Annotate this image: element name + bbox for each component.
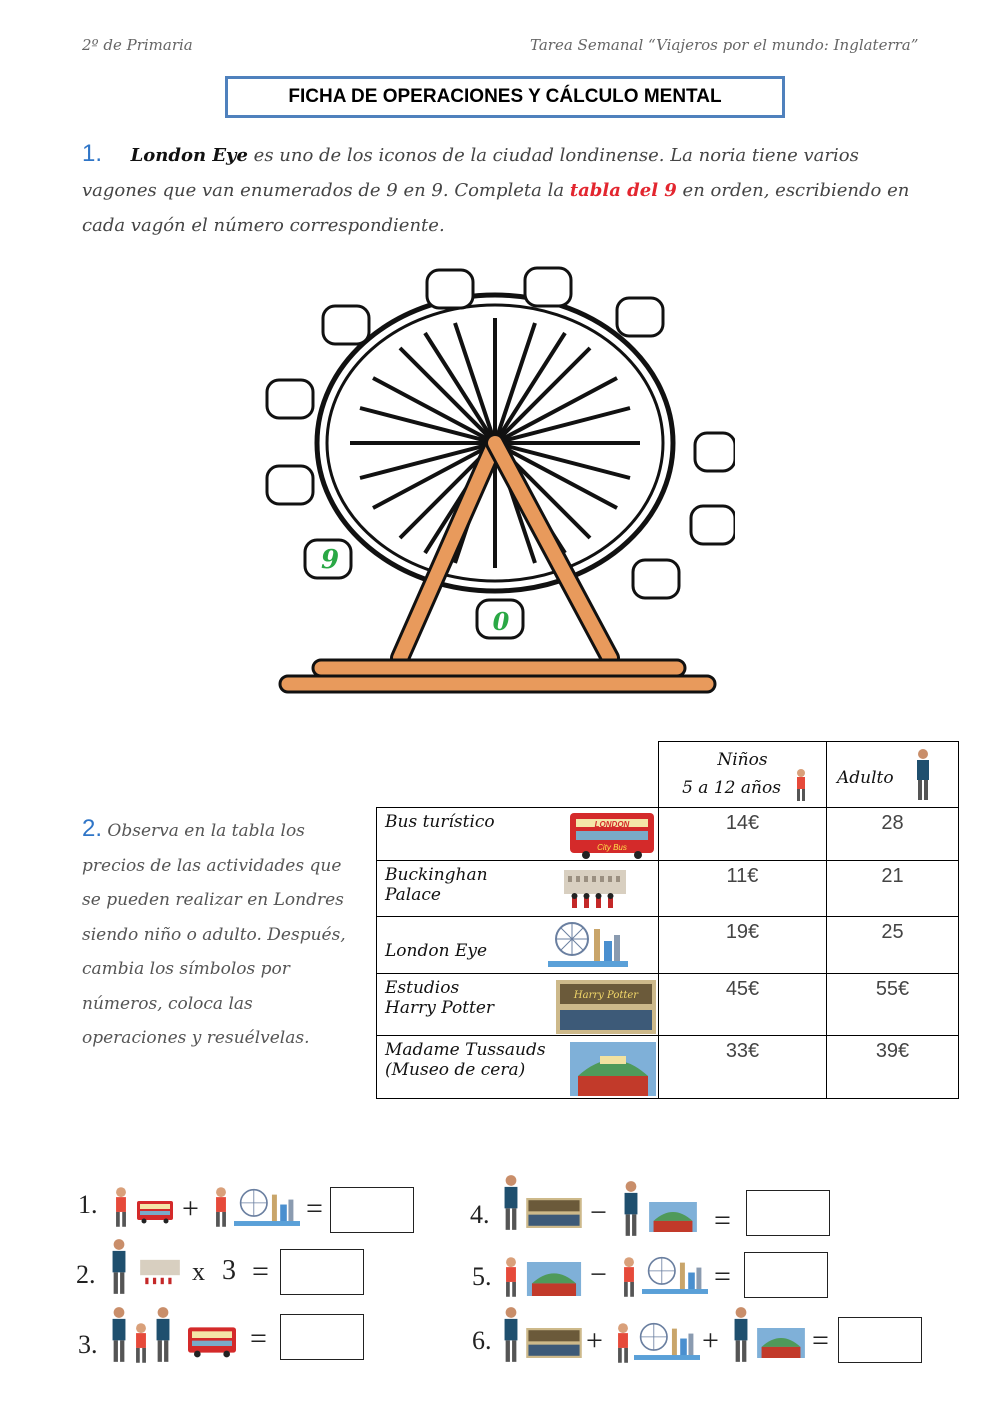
adult-figure-icon [108,1306,130,1364]
activity-line2: (Museo de cera) [385,1060,526,1080]
bus-image-sublabel: City Bus [597,843,627,852]
equals-sign: = [714,1204,731,1237]
hp-image-label: Harry Potter [573,990,639,1001]
child-figure-icon [212,1186,230,1228]
page-title: FICHA DE OPERACIONES Y CÁLCULO MENTAL [288,86,722,107]
plus-sign: + [586,1324,603,1357]
answer-box-2[interactable] [280,1249,364,1295]
madame-tussauds-icon [756,1328,806,1358]
cabin-number-9: 9 [320,545,340,575]
activity-line2: Harry Potter [385,998,495,1018]
activity-cell [377,974,659,1036]
answer-box-5[interactable] [744,1252,828,1298]
adult-figure-icon [730,1306,752,1364]
exercise-1-name: London Eye [130,145,248,166]
london-eye-icon [234,1186,300,1228]
op-5-number: 5. [472,1262,492,1291]
exercise-1-number: 1. [82,140,103,167]
child-figure-icon [112,1186,130,1228]
equals-sign: = [252,1255,269,1288]
adult-figure-icon [500,1174,522,1232]
activity-cell [377,917,659,974]
harry-potter-icon [526,1198,582,1228]
exercise-1-text [82,136,932,243]
madame-tussauds-icon [648,1202,698,1232]
table-row [377,861,959,917]
adult-price: 25 [827,917,959,974]
exercise-1-highlight: tabla del 9 [569,180,677,201]
table-row [377,1036,959,1099]
header-children-line2: 5 a 12 años [682,778,781,798]
plus-sign: + [182,1192,199,1225]
cabin-number-0: 0 [492,607,510,636]
bus-image [568,811,656,859]
answer-box-6[interactable] [838,1317,922,1363]
adult-price: 28 [827,808,959,861]
equals-sign: = [812,1324,829,1357]
child-figure-icon [614,1322,632,1364]
adult-figure-icon [914,748,932,802]
child-figure-icon [794,768,808,802]
madame-tussauds-icon [526,1262,582,1296]
exercise-2-text [82,812,362,1056]
activity-line2: London Eye [385,941,488,961]
child-price: 33€ [659,1036,827,1099]
london-eye-wheel-illustration [255,258,735,698]
answer-box-3[interactable] [280,1314,364,1360]
activity-line2: Palace [385,885,441,905]
adult-figure-icon [620,1180,642,1238]
palace-image [560,864,630,914]
table-row [377,917,959,974]
london-eye-image [548,919,628,969]
child-price: 11€ [659,861,827,917]
equals-sign: = [250,1322,267,1355]
equals-sign: = [306,1192,323,1225]
activity-line1: Estudios [385,978,460,998]
header-left: 2º de Primaria [82,36,193,54]
minus-sign: − [590,1196,607,1229]
child-figure-icon [620,1256,638,1298]
adult-figure-icon [108,1238,130,1296]
header-right: Tarea Semanal “Viajeros por el mundo: Inglaterra” [530,36,919,54]
palace-icon [136,1256,184,1288]
title-box [225,76,785,118]
child-price: 19€ [659,917,827,974]
harry-potter-icon [526,1328,582,1358]
adult-figure-icon [152,1306,174,1364]
exercise-2-number: 2. [82,815,103,842]
header-adult-label: Adulto [837,768,894,788]
child-figure-icon [502,1256,520,1298]
child-price: 14€ [659,808,827,861]
multiplier: 3 [222,1255,236,1286]
activity-line1: Bus turístico [385,812,495,832]
activity-cell [377,808,659,861]
times-sign: x [192,1257,205,1286]
op-4-number: 4. [470,1200,490,1229]
adult-price: 21 [827,861,959,917]
adult-figure-icon [500,1306,522,1364]
exercise-1-text-b: en orden, escribiendo en cada vagón el número correspondiente. [82,180,910,236]
op-3-number: 3. [78,1330,98,1359]
table-row [377,808,959,861]
exercise-1-text-a: es uno de los iconos de la ciudad londinense. La noria tiene varios vagones que van enumerados de 9 en 9. Completa la [82,145,859,201]
header-children [659,742,827,808]
child-figure-icon [132,1322,150,1364]
activity-line1: Madame Tussauds [385,1040,546,1060]
answer-box-4[interactable] [746,1190,830,1236]
equals-sign: = [714,1260,731,1293]
activity-line1: Buckinghan [385,865,488,885]
header-children-line1: Niños [717,750,768,770]
op-2-number: 2. [76,1260,96,1289]
header-adult [827,742,959,808]
wheel-base-top [313,660,685,676]
adult-price: 39€ [827,1036,959,1099]
london-eye-icon [634,1320,700,1362]
bus-icon [136,1200,174,1224]
bus-image-label: LONDON [594,820,630,829]
answer-box-1[interactable] [330,1187,414,1233]
op-1-number: 1. [78,1190,98,1219]
london-eye-icon [642,1254,708,1296]
bus-icon [186,1326,238,1358]
activity-cell [377,1036,659,1099]
adult-price: 55€ [827,974,959,1036]
minus-sign: − [590,1258,607,1291]
activity-cell [377,861,659,917]
exercise-2-body: Observa en la tabla los precios de las actividades que se pueden realizar en Londres siendo niño o adulto. Después, cambia los símbolos por números, coloca las operaciones y resuélvelas. [82,821,346,1048]
wheel-base-bottom [280,676,715,692]
madame-tussauds-image [570,1042,656,1096]
child-price: 45€ [659,974,827,1036]
table-row [377,974,959,1036]
plus-sign: + [702,1324,719,1357]
op-6-number: 6. [472,1326,492,1355]
harry-potter-studio-image [556,980,656,1034]
price-table [376,741,959,1099]
